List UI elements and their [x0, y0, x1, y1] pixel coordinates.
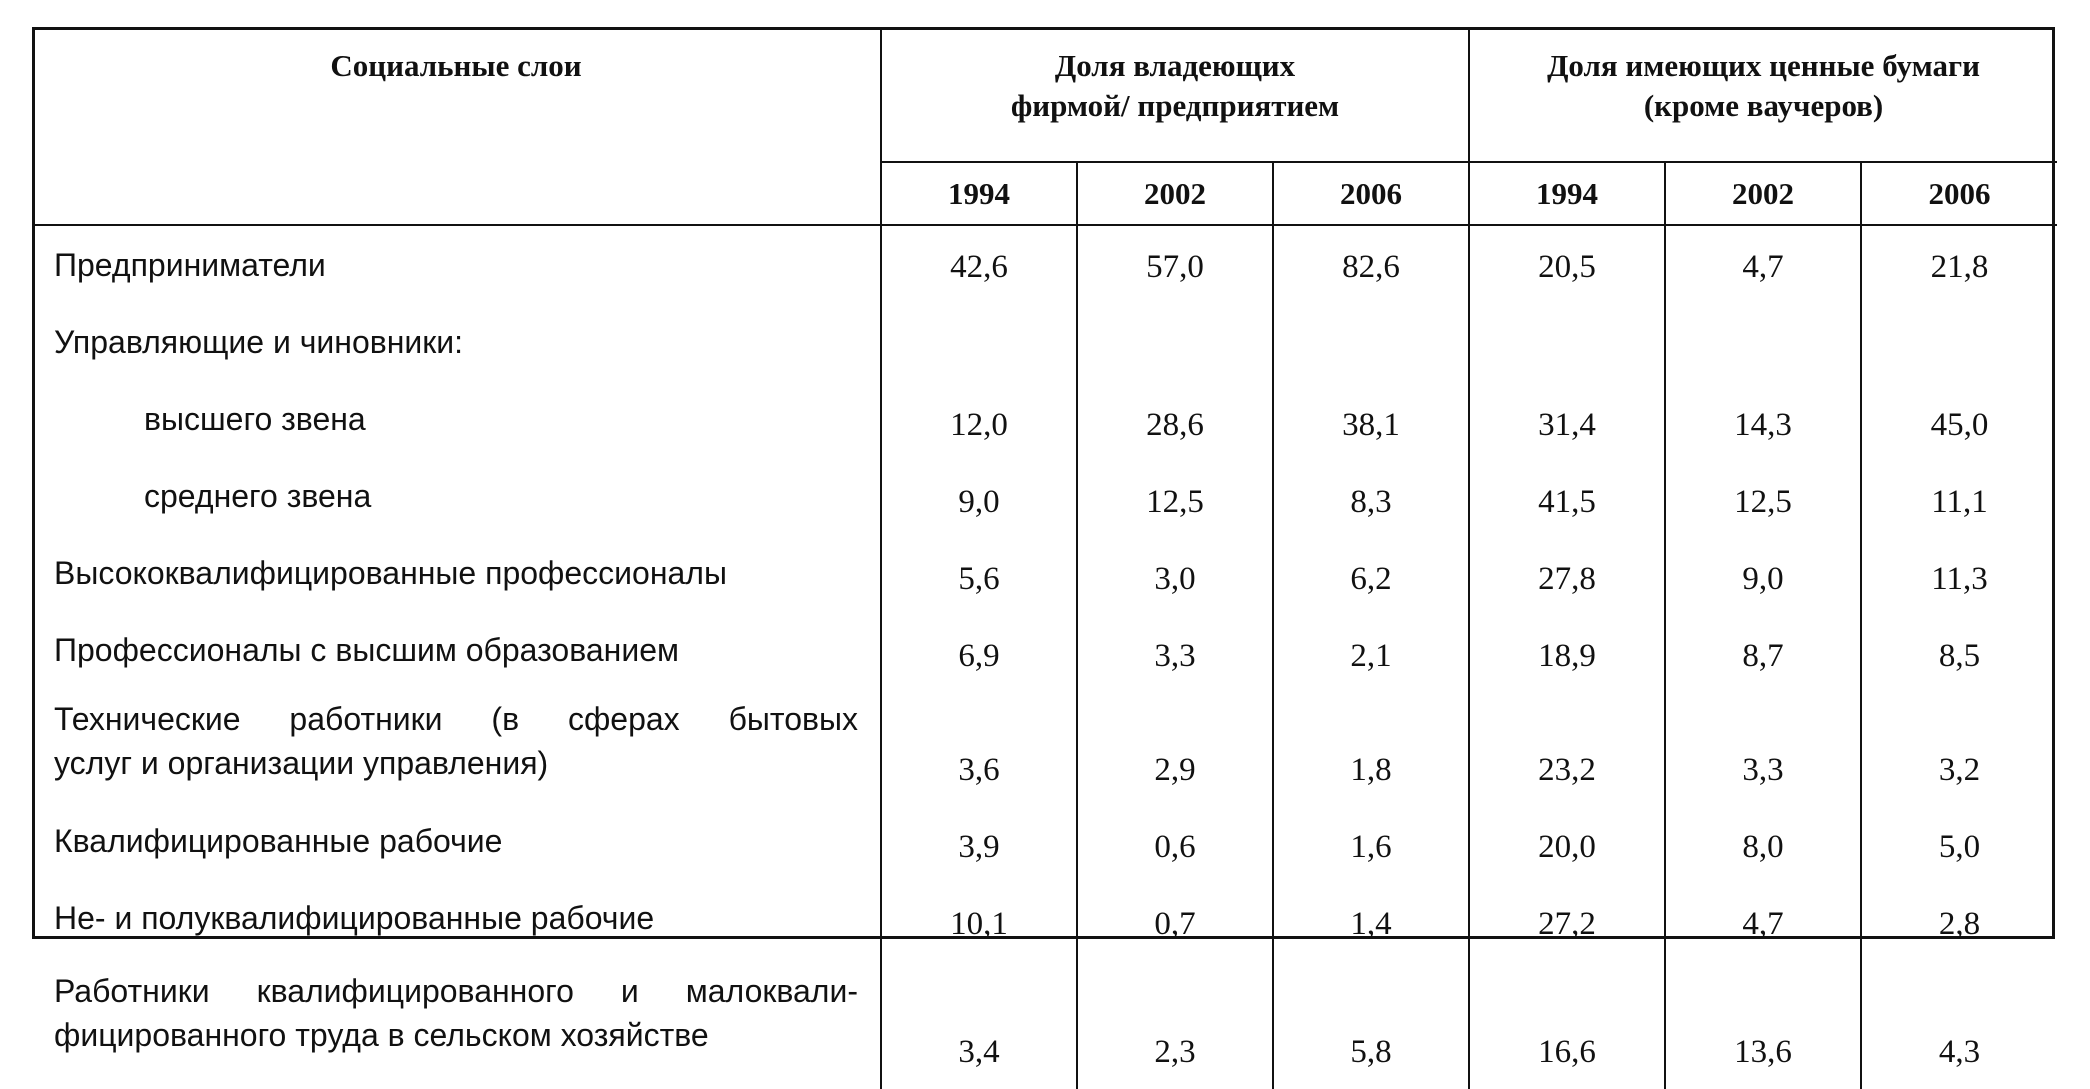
cell-value: 0,7	[1077, 880, 1273, 957]
cell-value	[1861, 304, 2057, 381]
header-securities-text: Доля имеющих ценные бумаги (кроме ваучеров)	[1547, 48, 1980, 123]
cell-value: 45,0	[1861, 381, 2057, 458]
cell-value: 18,9	[1469, 612, 1665, 689]
cell-value: 20,5	[1469, 225, 1665, 304]
cell-value: 10,1	[881, 880, 1077, 957]
cell-value: 8,7	[1665, 612, 1861, 689]
cell-value: 3,3	[1077, 612, 1273, 689]
cell-value: 2,9	[1077, 689, 1273, 803]
table-row-skilled-workers	[32, 803, 2057, 880]
header-firm-ownership-text: Доля владеющих фирмой/ предприятием	[1010, 48, 1340, 123]
row-label-line-2: услуг и организации управления)	[54, 745, 549, 781]
row-label	[32, 957, 881, 1089]
cell-value: 3,0	[1077, 535, 1273, 612]
cell-value: 12,0	[881, 381, 1077, 458]
cell-value: 82,6	[1273, 225, 1469, 304]
table-row-managers-middle	[32, 458, 2057, 535]
cell-value	[881, 304, 1077, 381]
cell-value: 5,6	[881, 535, 1077, 612]
row-label: среднего звена	[144, 478, 372, 514]
cell-value: 41,5	[1469, 458, 1665, 535]
row-label: Профессионалы с высшим образованием	[54, 632, 679, 668]
cell-value: 1,4	[1273, 880, 1469, 957]
table-row-semi-unskilled-workers	[32, 880, 2057, 957]
cell-value: 27,8	[1469, 535, 1665, 612]
cell-value	[1665, 304, 1861, 381]
row-label: Высококвалифицированные профессионалы	[54, 555, 727, 591]
cell-value: 31,4	[1469, 381, 1665, 458]
cell-value: 13,6	[1665, 957, 1861, 1089]
header-securities-share	[1469, 27, 2057, 162]
cell-value: 21,8	[1861, 225, 2057, 304]
cell-value: 27,2	[1469, 880, 1665, 957]
table-row-managers-senior	[32, 381, 2057, 458]
table-row-technical-workers	[32, 689, 2057, 803]
cell-value: 23,2	[1469, 689, 1665, 803]
cell-value	[1077, 304, 1273, 381]
cell-value: 28,6	[1077, 381, 1273, 458]
row-label: Предприниматели	[54, 246, 326, 283]
cell-value: 11,3	[1861, 535, 2057, 612]
cell-value: 9,0	[1665, 535, 1861, 612]
cell-value: 5,0	[1861, 803, 2057, 880]
cell-value: 1,6	[1273, 803, 1469, 880]
cell-value: 2,1	[1273, 612, 1469, 689]
cell-value: 12,5	[1665, 458, 1861, 535]
cell-value: 12,5	[1077, 458, 1273, 535]
year-header-firm-1994: 1994	[881, 162, 1077, 225]
row-label: Квалифицированные рабочие	[54, 823, 503, 859]
cell-value: 20,0	[1469, 803, 1665, 880]
cell-value: 38,1	[1273, 381, 1469, 458]
cell-value: 8,0	[1665, 803, 1861, 880]
cell-value: 9,0	[881, 458, 1077, 535]
cell-value: 11,1	[1861, 458, 2057, 535]
table-row-highly-qualified-professionals	[32, 535, 2057, 612]
cell-value: 3,9	[881, 803, 1077, 880]
header-firm-ownership-share	[881, 27, 1469, 162]
cell-value: 14,3	[1665, 381, 1861, 458]
cell-value: 3,4	[881, 957, 1077, 1089]
cell-value: 0,6	[1077, 803, 1273, 880]
year-header-firm-2002: 2002	[1077, 162, 1273, 225]
cell-value: 2,8	[1861, 880, 2057, 957]
cell-value: 3,3	[1665, 689, 1861, 803]
table-row-entrepreneurs	[32, 225, 2057, 304]
header-social-strata: Социальные слои	[32, 27, 881, 225]
cell-value: 42,6	[881, 225, 1077, 304]
cell-value: 5,8	[1273, 957, 1469, 1089]
cell-value: 4,7	[1665, 225, 1861, 304]
table-row-professionals-higher-education	[32, 612, 2057, 689]
year-header-securities-2006: 2006	[1861, 162, 2057, 225]
row-label: Не- и полуквалифицированные рабочие	[54, 900, 655, 936]
cell-value: 16,6	[1469, 957, 1665, 1089]
year-header-firm-2006: 2006	[1273, 162, 1469, 225]
row-label: Управляющие и чиновники:	[54, 324, 464, 360]
table-row-agricultural-workers	[32, 957, 2057, 1089]
cell-value: 8,3	[1273, 458, 1469, 535]
cell-value: 8,5	[1861, 612, 2057, 689]
cell-value: 1,8	[1273, 689, 1469, 803]
year-header-securities-1994: 1994	[1469, 162, 1665, 225]
cell-value: 4,7	[1665, 880, 1861, 957]
row-label-line-2: фицированного труда в сельском хозяйстве	[54, 1017, 709, 1053]
row-label	[32, 689, 881, 803]
cell-value: 2,3	[1077, 957, 1273, 1089]
cell-value	[1469, 304, 1665, 381]
cell-value: 57,0	[1077, 225, 1273, 304]
row-label-line-1: Работники квалифицированного и малоквали-	[54, 973, 858, 1009]
cell-value: 3,6	[881, 689, 1077, 803]
year-header-securities-2002: 2002	[1665, 162, 1861, 225]
cell-value	[1273, 304, 1469, 381]
cell-value: 3,2	[1861, 689, 2057, 803]
row-label-line-1: Технические работники (в сферах бытовых	[54, 701, 858, 737]
social-strata-table	[32, 27, 2057, 1089]
table-row-managers-group	[32, 304, 2057, 381]
cell-value: 6,2	[1273, 535, 1469, 612]
cell-value: 6,9	[881, 612, 1077, 689]
cell-value: 4,3	[1861, 957, 2057, 1089]
row-label: высшего звена	[144, 401, 366, 437]
